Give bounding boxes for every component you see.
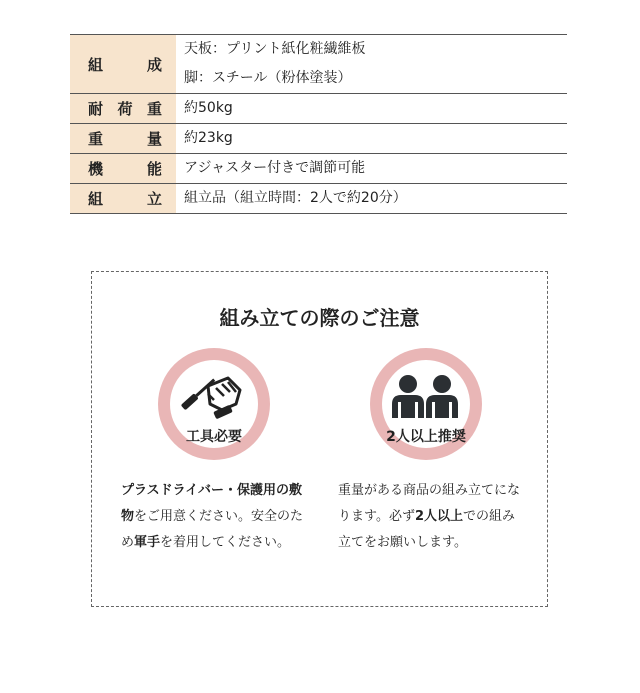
spec-row-weight (70, 124, 567, 154)
spec-label (70, 154, 176, 184)
spec-value-line: 脚：スチール（粉体塗装） (184, 70, 352, 86)
body-text: 重量がある商品の組み立てになります。必ず (338, 483, 521, 524)
emphasis-text: プラスドライバー・保護用の敷物 (121, 483, 302, 524)
label-char: 荷 (117, 100, 133, 118)
spec-value (176, 35, 567, 94)
two-person-recommended-label: 2人以上推奨 (386, 429, 466, 445)
spec-value-line: アジャスター付きで調節可能 (184, 160, 366, 176)
spec-value-line: 天板：プリント紙化粧繊維板 (184, 41, 366, 57)
spec-value (176, 124, 567, 154)
label-char: 組 (88, 190, 104, 208)
label-char: 重 (88, 130, 104, 148)
spec-value (176, 94, 567, 124)
label-char: 能 (146, 160, 162, 178)
spec-label (70, 184, 176, 214)
label-char: 立 (146, 190, 162, 208)
two-person-text (338, 478, 528, 556)
label-char: 成 (146, 55, 162, 74)
label-char: 重 (146, 100, 162, 118)
tools-required-badge (158, 348, 270, 460)
tools-required-text (121, 478, 311, 556)
spec-value-line: 約23kg (184, 130, 233, 146)
assembly-notice-box (91, 271, 548, 607)
spec-label (70, 35, 176, 94)
label-char: 機 (88, 160, 104, 178)
spec-row-composition (70, 35, 567, 94)
two-person-recommended-badge (370, 348, 482, 460)
label-char: 量 (146, 130, 162, 148)
body-text: での組み立てをお願いします。 (338, 509, 516, 550)
spec-value (176, 154, 567, 184)
label-char: 組 (88, 55, 104, 74)
body-text: を着用してください。 (160, 535, 291, 550)
body-text: をご用意ください。安全のため (121, 509, 304, 550)
spec-label (70, 94, 176, 124)
tools-required-label: 工具必要 (186, 429, 242, 445)
spec-value-line: 組立品（組立時間：2人で約20分） (184, 190, 407, 206)
emphasis-text: 2人以上 (414, 509, 464, 524)
emphasis-text: 軍手 (134, 535, 161, 550)
spec-row-load (70, 94, 567, 124)
spec-row-assembly (70, 184, 567, 214)
spec-label (70, 124, 176, 154)
spec-value (176, 184, 567, 214)
notice-title: 組み立ての際のご注意 (219, 306, 420, 330)
label-char: 耐 (88, 100, 104, 118)
spec-row-function (70, 154, 567, 184)
spec-value-line: 約50kg (184, 100, 233, 116)
spec-table (70, 34, 567, 214)
